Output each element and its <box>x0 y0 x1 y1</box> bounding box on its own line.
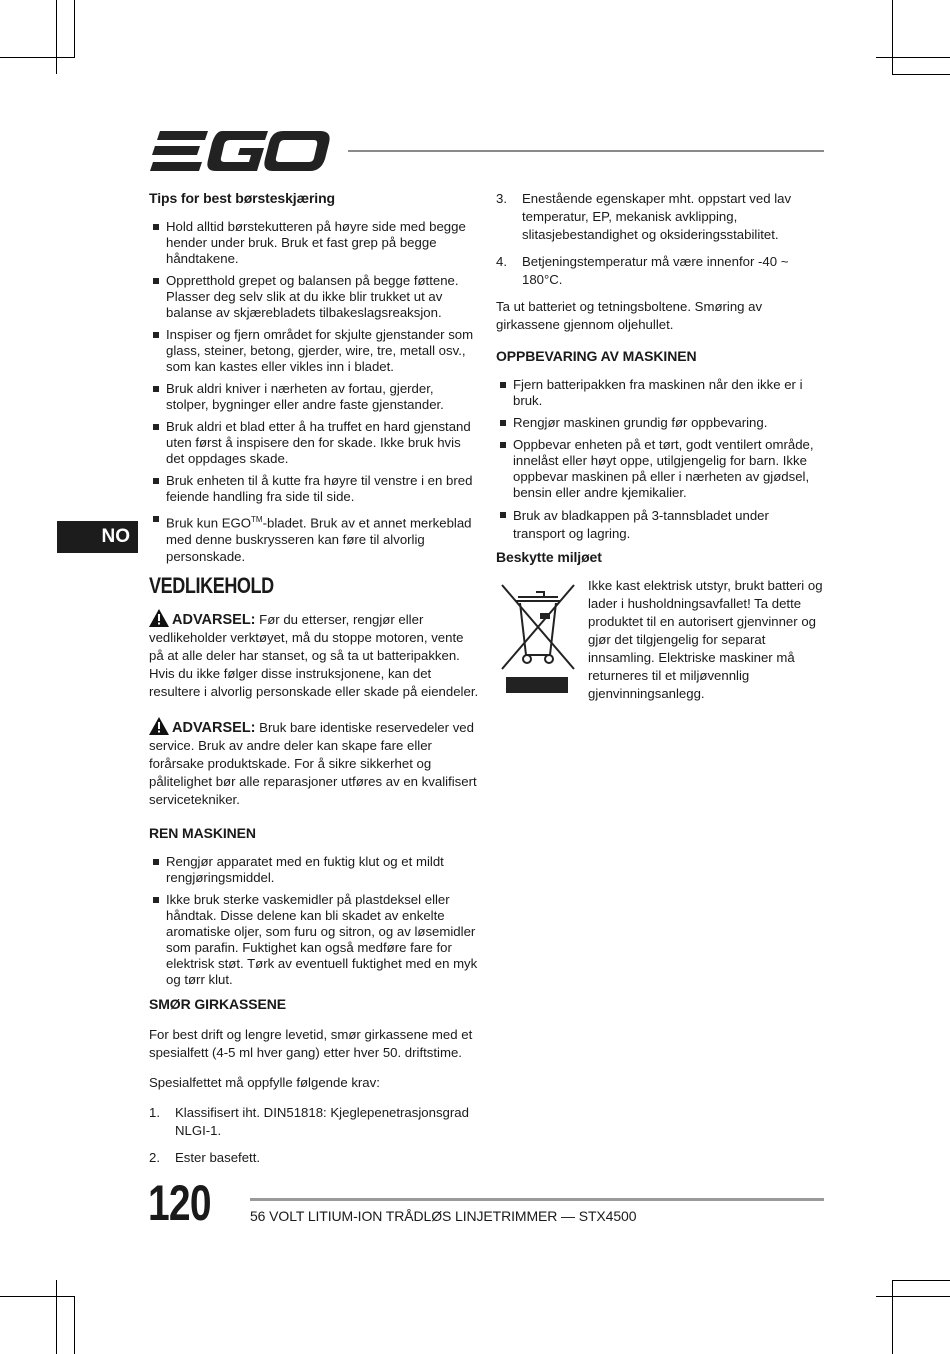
crop-mark <box>56 0 57 74</box>
warning-icon <box>149 609 169 627</box>
page-number: 120 <box>148 1175 211 1231</box>
list-item: Oppretthold grepet og balansen på begge føttene. Plasser deg selv slik at du ikke blir trukket ut av balanse av skjærebladets tilbakeslagsreaksjon. <box>149 273 479 321</box>
list-item: Bruk aldri et blad etter å ha truffet en hard gjenstand uten først å inspisere den for skade. Ikke bruk hvis det oppdages skade. <box>149 419 479 467</box>
list-item: 1. Klassifisert iht. DIN51818: Kjeglepenetrasjonsgrad NLGI-1. <box>149 1105 469 1139</box>
maintenance-title: VEDLIKEHOLD <box>149 573 274 599</box>
header-rule <box>348 150 824 152</box>
warning-block <box>149 609 479 701</box>
list-item: Oppbevar enheten på et tørt, godt ventilert område, innelåst eller høyt oppe, utilgjengelig for barn. Ikke oppbevar maskinen på eller i nærheten av gjødsel, bensin eller andre kjemikalier. <box>496 437 824 501</box>
list-item: 3. Enestående egenskaper mht. oppstart ved lav temperatur, EP, mekanisk avklipping, slitasjebestandighet og oksideringsstabilitet. <box>496 191 792 242</box>
crop-mark <box>876 57 950 58</box>
footer-rule <box>250 1198 824 1201</box>
footer-title: 56 VOLT LITIUM-ION TRÅDLØS LINJETRIMMER — STX4500 <box>250 1208 637 1224</box>
requirements-list <box>496 190 824 289</box>
language-tab <box>57 521 138 553</box>
crop-mark <box>74 1296 75 1354</box>
environment-title: Beskytte miljøet <box>496 549 602 565</box>
crop-mark <box>876 1296 950 1297</box>
list-item: Rengjør maskinen grundig før oppbevaring. <box>496 415 824 431</box>
list-item: 2. Ester basefett. <box>149 1150 261 1166</box>
language-tab-label: NO <box>101 526 130 547</box>
list-item: Rengjør apparatet med en fuktig klut og et mildt rengjøringsmiddel. <box>149 854 479 886</box>
lube-paragraph: For best drift og lengre levetid, smør girkassene med et spesialfett (4-5 ml hver gang) etter hver 50. driftstime. <box>149 1027 473 1061</box>
warning-block <box>149 717 479 809</box>
tips-title: Tips for best børsteskjæring <box>149 190 335 206</box>
clean-list <box>149 854 479 988</box>
clean-title: REN MASKINEN <box>149 825 256 842</box>
right-column <box>496 190 824 703</box>
list-item: Bruk kun EGO™-bladet. Bruk av et annet merkeblad med denne buskrysseren kan føre til alvorlig personskade. <box>149 511 479 565</box>
list-item: Hold alltid børstekutteren på høyre side med begge hender under bruk. Bruk et fast grep på begge håndtakene. <box>149 219 479 267</box>
warning-icon <box>149 717 169 735</box>
warning-text: Før du etterser, rengjør eller vedlikeholder verktøyet, må du stoppe motoren, vente på at alle deler har stanset, og så ta ut batteripakken. Hvis du ikke følger disse instruksjonene, kan det resultere i alvorlig personskade eller skade på eiendeler. <box>149 612 479 700</box>
lube-paragraph: Spesialfettet må oppfylle følgende krav: <box>149 1075 380 1091</box>
storage-title: OPPBEVARING AV MASKINEN <box>496 348 697 364</box>
list-item: Bruk av bladkappen på 3-tannsbladet under transport og lagring. <box>496 507 824 543</box>
environment-block <box>496 577 824 703</box>
crop-mark <box>892 74 950 75</box>
crop-mark <box>892 1280 893 1354</box>
warning-text: Bruk bare identiske reservedeler ved service. Bruk av andre deler kan skape fare eller forårsake produktskade. For å sikre sikkerhet og pålitelighet bør alle reparasjoner utføres av en kvalifisert servicetekniker. <box>149 720 477 808</box>
warning-label: ADVARSEL: <box>172 612 256 629</box>
crop-mark <box>0 57 74 58</box>
environment-text: Ikke kast elektrisk utstyr, brukt batteri og lader i husholdningsavfallet! Ta dette produktet til en autorisert gjenvinner og gjør det tilgjengelig for separat innsamling. Elektriske maskiner må returneres til et miljøvennlig gjenvinningsanlegg. <box>588 578 823 701</box>
ego-logo <box>150 131 330 171</box>
list-item: Inspiser og fjern området for skjulte gjenstander som glass, steiner, betong, gjerder, wire, tre, metall osv., som kan kastes eller vikles inn i bladet. <box>149 327 479 375</box>
list-item: 4. Betjeningstemperatur må være innenfor -40 ~ 180°C. <box>496 254 789 287</box>
crop-mark <box>892 1280 950 1281</box>
list-item: Bruk enheten til å kutte fra høyre til venstre i en bred feiende handling fra side til side. <box>149 473 479 505</box>
list-item: Bruk aldri kniver i nærheten av fortau, gjerder, stolper, bygninger eller andre faste gjenstander. <box>149 381 479 413</box>
list-item: Fjern batteripakken fra maskinen når den ikke er i bruk. <box>496 377 824 409</box>
warning-label: ADVARSEL: <box>172 720 256 737</box>
crop-mark <box>74 0 75 58</box>
crop-mark <box>0 1296 74 1297</box>
left-column <box>149 190 479 1176</box>
crop-mark <box>56 1280 57 1354</box>
oil-paragraph: Ta ut batteriet og tetningsboltene. Smøring av girkassene gjennom oljehullet. <box>496 299 763 332</box>
weee-bin-icon <box>496 577 588 697</box>
crop-mark <box>892 0 893 74</box>
lube-title: SMØR GIRKASSENE <box>149 996 286 1013</box>
list-item: Ikke bruk sterke vaskemidler på plastdeksel eller håndtak. Disse delene kan bli skadet av enkelte aromatiske oljer, som furu og sitron, og av løsemidler som parafin. Fuktighet kan også medføre fare for elektrisk støt. Tørk av eventuell fuktighet med en myk og tørr klut. <box>149 892 479 988</box>
storage-list <box>496 377 824 543</box>
requirements-list <box>149 1104 479 1167</box>
tips-list <box>149 219 479 565</box>
